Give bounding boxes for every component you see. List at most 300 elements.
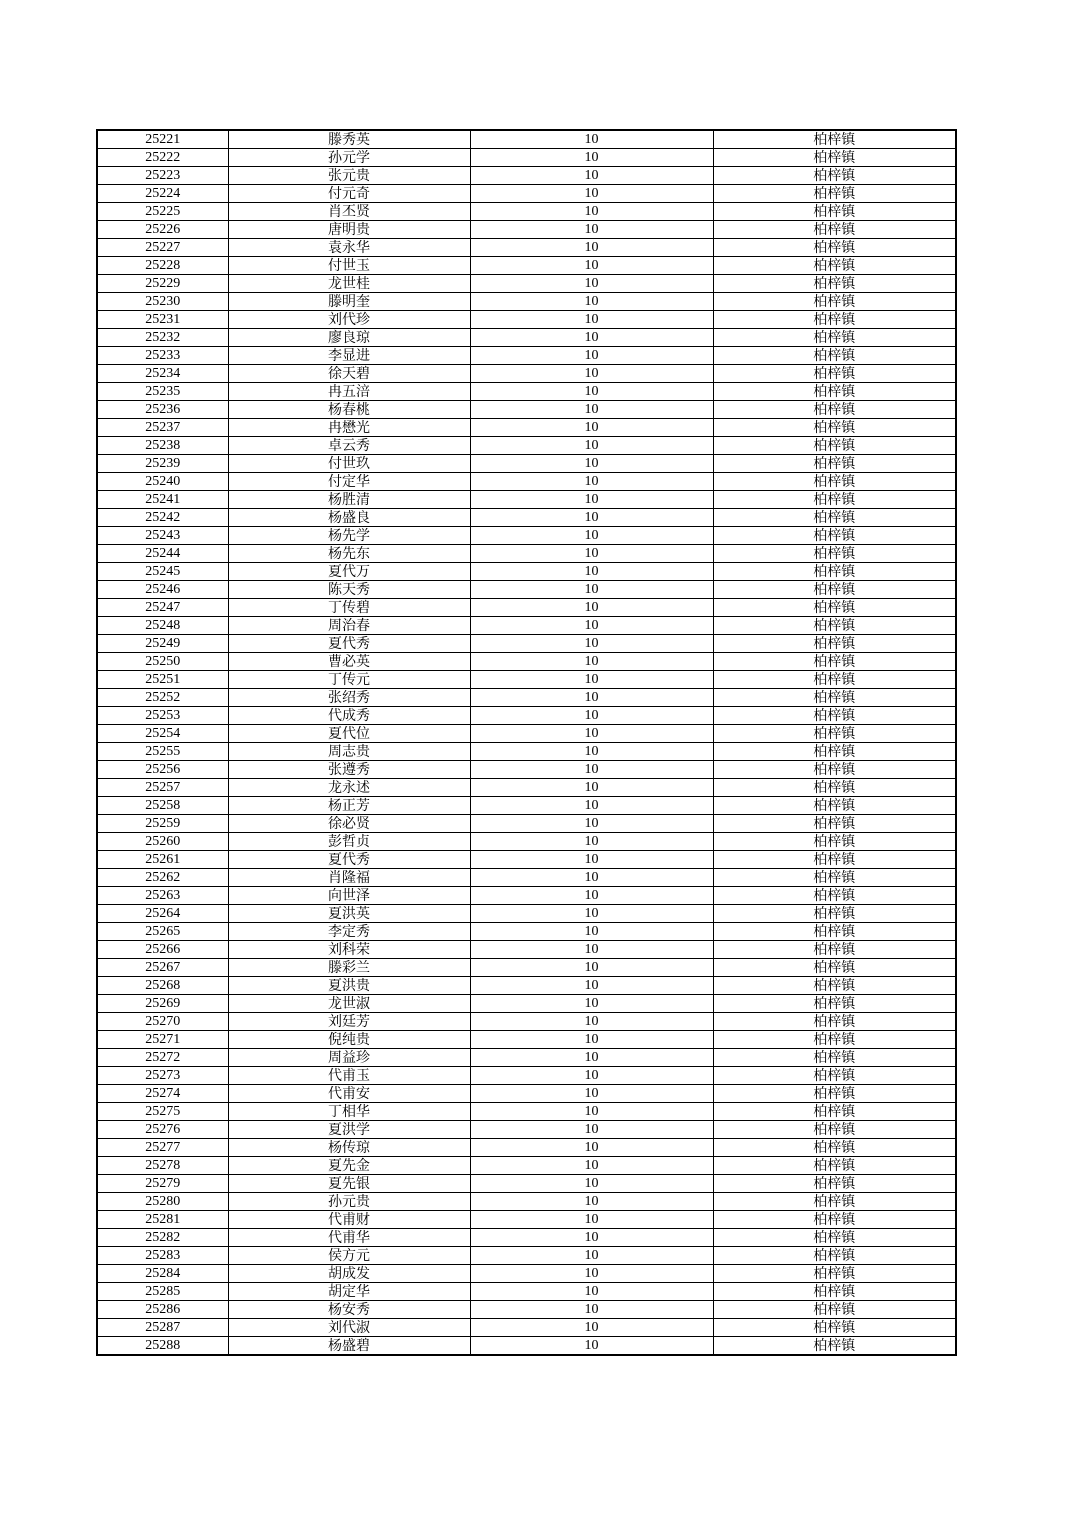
- cell-name: 夏洪学: [228, 1121, 470, 1139]
- table-row: [97, 383, 956, 401]
- cell-amount: 10: [470, 1121, 713, 1139]
- cell-id: 25258: [97, 797, 228, 815]
- cell-id: 25271: [97, 1031, 228, 1049]
- cell-amount: 10: [470, 419, 713, 437]
- table-row: [97, 545, 956, 563]
- cell-town: 柏梓镇: [713, 599, 956, 617]
- cell-amount: 10: [470, 581, 713, 599]
- cell-name: 代甫财: [228, 1211, 470, 1229]
- cell-name: 孙元学: [228, 149, 470, 167]
- table-row: [97, 167, 956, 185]
- cell-id: 25257: [97, 779, 228, 797]
- cell-amount: 10: [470, 509, 713, 527]
- cell-town: 柏梓镇: [713, 419, 956, 437]
- cell-id: 25282: [97, 1229, 228, 1247]
- cell-town: 柏梓镇: [713, 221, 956, 239]
- cell-id: 25239: [97, 455, 228, 473]
- table-row: [97, 437, 956, 455]
- cell-id: 25262: [97, 869, 228, 887]
- cell-name: 夏代秀: [228, 635, 470, 653]
- cell-name: 滕秀英: [228, 130, 470, 149]
- cell-town: 柏梓镇: [713, 185, 956, 203]
- cell-id: 25254: [97, 725, 228, 743]
- table-row: [97, 203, 956, 221]
- cell-name: 杨先东: [228, 545, 470, 563]
- table-row: [97, 419, 956, 437]
- cell-amount: 10: [470, 923, 713, 941]
- cell-id: 25240: [97, 473, 228, 491]
- table-row: [97, 1247, 956, 1265]
- cell-town: 柏梓镇: [713, 1211, 956, 1229]
- cell-town: 柏梓镇: [713, 563, 956, 581]
- cell-amount: 10: [470, 293, 713, 311]
- cell-amount: 10: [470, 689, 713, 707]
- cell-id: 25251: [97, 671, 228, 689]
- table-row: [97, 1283, 956, 1301]
- cell-id: 25252: [97, 689, 228, 707]
- cell-amount: 10: [470, 221, 713, 239]
- table-row: [97, 257, 956, 275]
- table-row: [97, 185, 956, 203]
- cell-name: 陈天秀: [228, 581, 470, 599]
- cell-town: 柏梓镇: [713, 437, 956, 455]
- cell-id: 25228: [97, 257, 228, 275]
- cell-town: 柏梓镇: [713, 995, 956, 1013]
- cell-id: 25287: [97, 1319, 228, 1337]
- cell-town: 柏梓镇: [713, 1283, 956, 1301]
- cell-town: 柏梓镇: [713, 887, 956, 905]
- table-row: [97, 887, 956, 905]
- cell-amount: 10: [470, 1193, 713, 1211]
- cell-id: 25225: [97, 203, 228, 221]
- cell-town: 柏梓镇: [713, 130, 956, 149]
- table-row: [97, 1337, 956, 1356]
- cell-amount: 10: [470, 977, 713, 995]
- cell-amount: 10: [470, 1085, 713, 1103]
- cell-name: 周益珍: [228, 1049, 470, 1067]
- cell-id: 25224: [97, 185, 228, 203]
- cell-name: 胡成发: [228, 1265, 470, 1283]
- cell-id: 25243: [97, 527, 228, 545]
- cell-amount: 10: [470, 779, 713, 797]
- table-row: [97, 221, 956, 239]
- cell-id: 25245: [97, 563, 228, 581]
- cell-town: 柏梓镇: [713, 905, 956, 923]
- cell-id: 25259: [97, 815, 228, 833]
- cell-amount: 10: [470, 1049, 713, 1067]
- table-row: [97, 1265, 956, 1283]
- cell-town: 柏梓镇: [713, 1157, 956, 1175]
- cell-id: 25284: [97, 1265, 228, 1283]
- cell-name: 付世玖: [228, 455, 470, 473]
- table-row: [97, 761, 956, 779]
- cell-id: 25263: [97, 887, 228, 905]
- cell-town: 柏梓镇: [713, 329, 956, 347]
- cell-id: 25234: [97, 365, 228, 383]
- table-row: [97, 1031, 956, 1049]
- cell-town: 柏梓镇: [713, 923, 956, 941]
- cell-town: 柏梓镇: [713, 1301, 956, 1319]
- cell-amount: 10: [470, 347, 713, 365]
- cell-amount: 10: [470, 797, 713, 815]
- cell-name: 滕彩兰: [228, 959, 470, 977]
- cell-id: 25256: [97, 761, 228, 779]
- cell-name: 丁相华: [228, 1103, 470, 1121]
- cell-amount: 10: [470, 1139, 713, 1157]
- cell-name: 李显进: [228, 347, 470, 365]
- cell-town: 柏梓镇: [713, 869, 956, 887]
- cell-name: 倪纯贵: [228, 1031, 470, 1049]
- cell-town: 柏梓镇: [713, 797, 956, 815]
- cell-town: 柏梓镇: [713, 257, 956, 275]
- cell-id: 25235: [97, 383, 228, 401]
- cell-town: 柏梓镇: [713, 833, 956, 851]
- cell-town: 柏梓镇: [713, 941, 956, 959]
- cell-name: 杨正芳: [228, 797, 470, 815]
- cell-id: 25261: [97, 851, 228, 869]
- table-row: [97, 851, 956, 869]
- cell-id: 25246: [97, 581, 228, 599]
- cell-id: 25274: [97, 1085, 228, 1103]
- cell-name: 代甫华: [228, 1229, 470, 1247]
- cell-name: 代成秀: [228, 707, 470, 725]
- cell-id: 25279: [97, 1175, 228, 1193]
- cell-name: 龙永述: [228, 779, 470, 797]
- cell-amount: 10: [470, 257, 713, 275]
- cell-id: 25272: [97, 1049, 228, 1067]
- cell-name: 刘代珍: [228, 311, 470, 329]
- cell-amount: 10: [470, 383, 713, 401]
- cell-amount: 10: [470, 959, 713, 977]
- cell-town: 柏梓镇: [713, 527, 956, 545]
- cell-town: 柏梓镇: [713, 455, 956, 473]
- cell-town: 柏梓镇: [713, 347, 956, 365]
- table-row: [97, 995, 956, 1013]
- cell-amount: 10: [470, 167, 713, 185]
- cell-id: 25222: [97, 149, 228, 167]
- cell-amount: 10: [470, 185, 713, 203]
- table-row: [97, 1121, 956, 1139]
- cell-name: 龙世淑: [228, 995, 470, 1013]
- cell-name: 杨安秀: [228, 1301, 470, 1319]
- cell-amount: 10: [470, 617, 713, 635]
- table-row: [97, 473, 956, 491]
- cell-town: 柏梓镇: [713, 761, 956, 779]
- table-row: [97, 347, 956, 365]
- cell-amount: 10: [470, 725, 713, 743]
- table-row: [97, 1085, 956, 1103]
- cell-name: 付世玉: [228, 257, 470, 275]
- cell-amount: 10: [470, 1301, 713, 1319]
- cell-amount: 10: [470, 365, 713, 383]
- cell-town: 柏梓镇: [713, 581, 956, 599]
- cell-name: 杨先学: [228, 527, 470, 545]
- cell-amount: 10: [470, 149, 713, 167]
- cell-name: 杨盛良: [228, 509, 470, 527]
- cell-id: 25241: [97, 491, 228, 509]
- cell-id: 25286: [97, 1301, 228, 1319]
- table-row: [97, 239, 956, 257]
- table-row: [97, 779, 956, 797]
- cell-town: 柏梓镇: [713, 815, 956, 833]
- table-row: [97, 527, 956, 545]
- cell-id: 25288: [97, 1337, 228, 1356]
- cell-amount: 10: [470, 545, 713, 563]
- cell-town: 柏梓镇: [713, 1013, 956, 1031]
- cell-id: 25247: [97, 599, 228, 617]
- cell-name: 付定华: [228, 473, 470, 491]
- table-row: [97, 797, 956, 815]
- table-row: [97, 509, 956, 527]
- cell-name: 龙世桂: [228, 275, 470, 293]
- cell-amount: 10: [470, 1103, 713, 1121]
- table-row: [97, 599, 956, 617]
- cell-name: 孙元贵: [228, 1193, 470, 1211]
- cell-name: 丁传元: [228, 671, 470, 689]
- table-row: [97, 1301, 956, 1319]
- cell-name: 袁永华: [228, 239, 470, 257]
- cell-amount: 10: [470, 1283, 713, 1301]
- table-row: [97, 563, 956, 581]
- cell-town: 柏梓镇: [713, 473, 956, 491]
- cell-id: 25221: [97, 130, 228, 149]
- cell-name: 徐必贤: [228, 815, 470, 833]
- cell-amount: 10: [470, 401, 713, 419]
- cell-town: 柏梓镇: [713, 635, 956, 653]
- cell-name: 徐天碧: [228, 365, 470, 383]
- cell-amount: 10: [470, 833, 713, 851]
- cell-id: 25226: [97, 221, 228, 239]
- cell-town: 柏梓镇: [713, 1121, 956, 1139]
- cell-town: 柏梓镇: [713, 491, 956, 509]
- cell-amount: 10: [470, 941, 713, 959]
- cell-amount: 10: [470, 887, 713, 905]
- cell-amount: 10: [470, 1265, 713, 1283]
- cell-name: 杨盛碧: [228, 1337, 470, 1356]
- cell-amount: 10: [470, 1013, 713, 1031]
- table-body: [97, 130, 956, 1355]
- cell-town: 柏梓镇: [713, 1193, 956, 1211]
- table-row: [97, 401, 956, 419]
- cell-name: 夏代位: [228, 725, 470, 743]
- cell-town: 柏梓镇: [713, 365, 956, 383]
- cell-amount: 10: [470, 1067, 713, 1085]
- cell-name: 李定秀: [228, 923, 470, 941]
- cell-town: 柏梓镇: [713, 851, 956, 869]
- cell-id: 25227: [97, 239, 228, 257]
- cell-name: 向世泽: [228, 887, 470, 905]
- cell-amount: 10: [470, 239, 713, 257]
- cell-id: 25229: [97, 275, 228, 293]
- cell-id: 25269: [97, 995, 228, 1013]
- cell-town: 柏梓镇: [713, 311, 956, 329]
- cell-town: 柏梓镇: [713, 617, 956, 635]
- cell-name: 唐明贵: [228, 221, 470, 239]
- cell-amount: 10: [470, 527, 713, 545]
- cell-amount: 10: [470, 455, 713, 473]
- cell-id: 25232: [97, 329, 228, 347]
- cell-name: 杨胜清: [228, 491, 470, 509]
- cell-town: 柏梓镇: [713, 689, 956, 707]
- table-row: [97, 707, 956, 725]
- cell-town: 柏梓镇: [713, 725, 956, 743]
- table-row: [97, 293, 956, 311]
- cell-id: 25264: [97, 905, 228, 923]
- cell-amount: 10: [470, 1337, 713, 1356]
- cell-id: 25255: [97, 743, 228, 761]
- cell-id: 25283: [97, 1247, 228, 1265]
- cell-name: 代甫安: [228, 1085, 470, 1103]
- cell-id: 25248: [97, 617, 228, 635]
- cell-amount: 10: [470, 995, 713, 1013]
- cell-name: 夏洪贵: [228, 977, 470, 995]
- cell-town: 柏梓镇: [713, 401, 956, 419]
- cell-name: 夏洪英: [228, 905, 470, 923]
- cell-id: 25230: [97, 293, 228, 311]
- cell-name: 卓云秀: [228, 437, 470, 455]
- cell-name: 夏先银: [228, 1175, 470, 1193]
- table-row: [97, 581, 956, 599]
- table-row: [97, 905, 956, 923]
- table-row: [97, 1193, 956, 1211]
- table-row: [97, 1013, 956, 1031]
- cell-id: 25267: [97, 959, 228, 977]
- table-row: [97, 1103, 956, 1121]
- cell-amount: 10: [470, 1319, 713, 1337]
- table-row: [97, 977, 956, 995]
- cell-id: 25266: [97, 941, 228, 959]
- cell-id: 25223: [97, 167, 228, 185]
- cell-name: 周志贵: [228, 743, 470, 761]
- cell-id: 25276: [97, 1121, 228, 1139]
- table-row: [97, 941, 956, 959]
- cell-name: 夏代秀: [228, 851, 470, 869]
- cell-id: 25280: [97, 1193, 228, 1211]
- cell-name: 彭哲贞: [228, 833, 470, 851]
- cell-id: 25265: [97, 923, 228, 941]
- cell-id: 25285: [97, 1283, 228, 1301]
- table-row: [97, 743, 956, 761]
- cell-name: 刘科荣: [228, 941, 470, 959]
- cell-name: 廖良琼: [228, 329, 470, 347]
- cell-town: 柏梓镇: [713, 1337, 956, 1356]
- cell-amount: 10: [470, 130, 713, 149]
- cell-amount: 10: [470, 1031, 713, 1049]
- cell-town: 柏梓镇: [713, 1319, 956, 1337]
- cell-id: 25244: [97, 545, 228, 563]
- cell-amount: 10: [470, 437, 713, 455]
- cell-amount: 10: [470, 905, 713, 923]
- cell-town: 柏梓镇: [713, 1085, 956, 1103]
- cell-town: 柏梓镇: [713, 959, 956, 977]
- cell-amount: 10: [470, 761, 713, 779]
- cell-name: 侯方元: [228, 1247, 470, 1265]
- cell-town: 柏梓镇: [713, 653, 956, 671]
- cell-amount: 10: [470, 275, 713, 293]
- cell-town: 柏梓镇: [713, 275, 956, 293]
- cell-amount: 10: [470, 671, 713, 689]
- table-row: [97, 1175, 956, 1193]
- cell-id: 25236: [97, 401, 228, 419]
- cell-name: 冉懋光: [228, 419, 470, 437]
- cell-town: 柏梓镇: [713, 1049, 956, 1067]
- cell-town: 柏梓镇: [713, 149, 956, 167]
- cell-name: 滕明奎: [228, 293, 470, 311]
- cell-amount: 10: [470, 473, 713, 491]
- cell-amount: 10: [470, 491, 713, 509]
- table-row: [97, 311, 956, 329]
- cell-name: 肖隆福: [228, 869, 470, 887]
- table-row: [97, 959, 956, 977]
- cell-town: 柏梓镇: [713, 293, 956, 311]
- cell-name: 丁传碧: [228, 599, 470, 617]
- cell-name: 冉五涪: [228, 383, 470, 401]
- cell-amount: 10: [470, 635, 713, 653]
- cell-name: 张绍秀: [228, 689, 470, 707]
- cell-town: 柏梓镇: [713, 1103, 956, 1121]
- table-row: [97, 1049, 956, 1067]
- table-row: [97, 491, 956, 509]
- cell-town: 柏梓镇: [713, 1139, 956, 1157]
- cell-town: 柏梓镇: [713, 977, 956, 995]
- cell-amount: 10: [470, 1247, 713, 1265]
- cell-town: 柏梓镇: [713, 509, 956, 527]
- table-row: [97, 653, 956, 671]
- table-row: [97, 365, 956, 383]
- cell-amount: 10: [470, 869, 713, 887]
- cell-amount: 10: [470, 743, 713, 761]
- cell-town: 柏梓镇: [713, 1229, 956, 1247]
- cell-name: 夏代万: [228, 563, 470, 581]
- table-row: [97, 671, 956, 689]
- cell-amount: 10: [470, 563, 713, 581]
- cell-town: 柏梓镇: [713, 779, 956, 797]
- cell-amount: 10: [470, 1211, 713, 1229]
- cell-town: 柏梓镇: [713, 743, 956, 761]
- cell-id: 25242: [97, 509, 228, 527]
- cell-name: 杨春桃: [228, 401, 470, 419]
- table-row: [97, 455, 956, 473]
- cell-amount: 10: [470, 329, 713, 347]
- cell-amount: 10: [470, 599, 713, 617]
- table-row: [97, 1211, 956, 1229]
- data-table: [96, 129, 957, 1356]
- cell-id: 25278: [97, 1157, 228, 1175]
- table-row: [97, 635, 956, 653]
- cell-town: 柏梓镇: [713, 1247, 956, 1265]
- cell-id: 25270: [97, 1013, 228, 1031]
- cell-name: 代甫玉: [228, 1067, 470, 1085]
- cell-town: 柏梓镇: [713, 1175, 956, 1193]
- cell-name: 杨传琼: [228, 1139, 470, 1157]
- cell-amount: 10: [470, 1229, 713, 1247]
- table-row: [97, 815, 956, 833]
- cell-name: 张遵秀: [228, 761, 470, 779]
- cell-name: 张元贵: [228, 167, 470, 185]
- cell-town: 柏梓镇: [713, 671, 956, 689]
- cell-amount: 10: [470, 851, 713, 869]
- cell-id: 25275: [97, 1103, 228, 1121]
- table-row: [97, 725, 956, 743]
- table-row: [97, 149, 956, 167]
- cell-name: 夏先金: [228, 1157, 470, 1175]
- cell-amount: 10: [470, 203, 713, 221]
- cell-id: 25233: [97, 347, 228, 365]
- cell-id: 25273: [97, 1067, 228, 1085]
- table-row: [97, 923, 956, 941]
- cell-amount: 10: [470, 311, 713, 329]
- table-row: [97, 130, 956, 149]
